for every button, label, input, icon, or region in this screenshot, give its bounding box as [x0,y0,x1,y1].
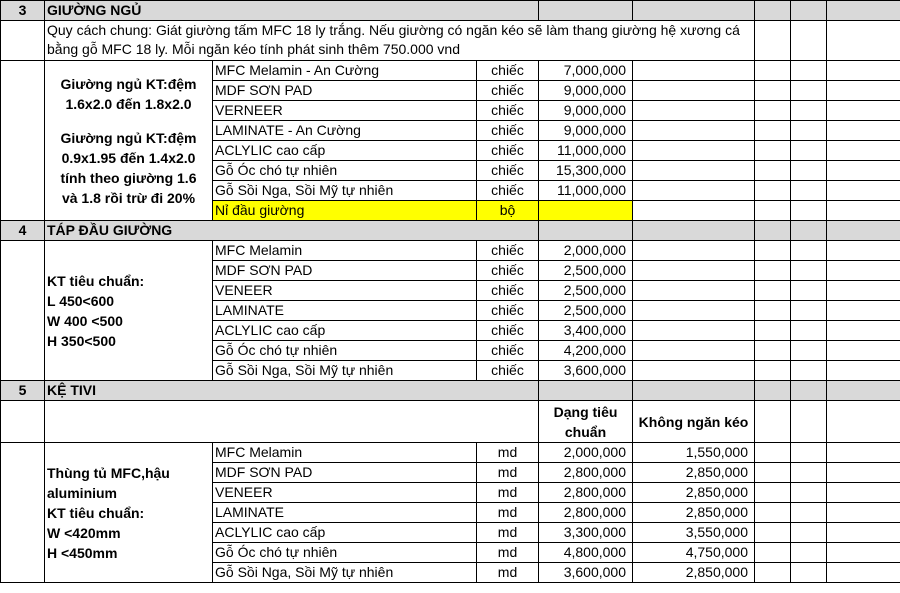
price-no-drawer-cell[interactable]: 2,850,000 [633,503,755,523]
price-cell[interactable]: 7,000,000 [539,61,633,81]
unit-cell[interactable]: md [477,523,539,543]
material-cell[interactable]: MFC Melamin [213,443,477,463]
price-cell-highlighted[interactable] [539,201,633,221]
price-cell[interactable]: 2,000,000 [539,443,633,463]
column-header-standard[interactable]: Dạng tiêu chuẩn [539,401,633,443]
unit-cell[interactable]: chiếc [477,321,539,341]
price-cell[interactable]: 4,200,000 [539,341,633,361]
section-header [1,221,900,241]
material-cell[interactable]: Gỗ Óc chó tự nhiên [213,341,477,361]
price-no-drawer-cell[interactable]: 2,850,000 [633,463,755,483]
price-no-drawer-cell[interactable]: 4,750,000 [633,543,755,563]
section-number[interactable]: 3 [1,1,45,21]
material-cell[interactable]: ACLYLIC cao cấp [213,523,477,543]
unit-cell[interactable]: md [477,483,539,503]
price-cell[interactable]: 2,500,000 [539,281,633,301]
unit-cell[interactable]: md [477,443,539,463]
price-no-drawer-cell[interactable]: 2,850,000 [633,483,755,503]
section-title[interactable]: KỆ TIVI [45,381,539,401]
unit-cell[interactable]: chiếc [477,241,539,261]
column-header-no-drawer[interactable]: Không ngăn kéo [633,401,755,443]
unit-cell[interactable]: chiếc [477,101,539,121]
unit-cell[interactable]: chiếc [477,281,539,301]
material-cell[interactable]: VENEER [213,281,477,301]
price-cell[interactable]: 11,000,000 [539,181,633,201]
section-header [1,1,900,21]
unit-cell[interactable]: chiếc [477,61,539,81]
material-cell[interactable]: Gỗ Sồi Nga, Sồi Mỹ tự nhiên [213,361,477,381]
unit-cell[interactable]: md [477,463,539,483]
table-row [1,241,900,261]
material-cell-highlighted[interactable]: Nỉ đầu giường [213,201,477,221]
material-cell[interactable]: MFC Melamin - An Cường [213,61,477,81]
price-cell[interactable]: 2,800,000 [539,503,633,523]
unit-cell[interactable]: chiếc [477,341,539,361]
unit-cell[interactable]: chiếc [477,121,539,141]
price-cell[interactable]: 2,800,000 [539,483,633,503]
material-cell[interactable]: LAMINATE [213,503,477,523]
material-cell[interactable]: MFC Melamin [213,241,477,261]
material-cell[interactable]: ACLYLIC cao cấp [213,141,477,161]
material-cell[interactable]: MDF SƠN PAD [213,81,477,101]
table-row [1,61,900,81]
price-cell[interactable]: 2,500,000 [539,301,633,321]
price-cell[interactable]: 9,000,000 [539,81,633,101]
material-cell[interactable]: ACLYLIC cao cấp [213,321,477,341]
price-cell[interactable]: 9,000,000 [539,121,633,141]
price-cell[interactable]: 3,600,000 [539,361,633,381]
material-cell[interactable]: MDF SƠN PAD [213,463,477,483]
unit-cell[interactable]: md [477,503,539,523]
unit-cell[interactable]: chiếc [477,181,539,201]
unit-cell[interactable]: chiếc [477,261,539,281]
price-cell[interactable]: 2,500,000 [539,261,633,281]
tv-shelf-size-label[interactable]: Thùng tủ MFC,hậu aluminium KT tiêu chuẩn: W <420mm H <450mm [45,443,213,583]
material-cell[interactable]: Gỗ Sồi Nga, Sồi Mỹ tự nhiên [213,563,477,583]
unit-cell[interactable]: chiếc [477,141,539,161]
price-cell[interactable]: 11,000,000 [539,141,633,161]
material-cell[interactable]: Gỗ Óc chó tự nhiên [213,543,477,563]
material-cell[interactable]: Gỗ Óc chó tự nhiên [213,161,477,181]
price-cell[interactable]: 3,600,000 [539,563,633,583]
price-cell[interactable]: 15,300,000 [539,161,633,181]
unit-cell[interactable]: chiếc [477,301,539,321]
section-title[interactable]: TÁP ĐẦU GIƯỜNG [45,221,539,241]
price-cell[interactable]: 4,800,000 [539,543,633,563]
material-cell[interactable]: VERNEER [213,101,477,121]
price-no-drawer-cell[interactable]: 1,550,000 [633,443,755,463]
material-cell[interactable]: VENEER [213,483,477,503]
section-header [1,381,900,401]
price-cell[interactable]: 9,000,000 [539,101,633,121]
section-number[interactable]: 5 [1,381,45,401]
material-cell[interactable]: Gỗ Sồi Nga, Sồi Mỹ tự nhiên [213,181,477,201]
column-header-row [1,401,900,443]
price-no-drawer-cell[interactable]: 3,550,000 [633,523,755,543]
material-cell[interactable]: MDF SƠN PAD [213,261,477,281]
unit-cell-highlighted[interactable]: bộ [477,201,539,221]
material-cell[interactable]: LAMINATE - An Cường [213,121,477,141]
unit-cell[interactable]: chiếc [477,81,539,101]
unit-cell[interactable]: md [477,563,539,583]
nightstand-size-label[interactable]: KT tiêu chuẩn: L 450<600 W 400 <500 H 350<500 [45,241,213,381]
price-cell[interactable]: 3,400,000 [539,321,633,341]
material-cell[interactable]: LAMINATE [213,301,477,321]
unit-cell[interactable]: md [477,543,539,563]
unit-cell[interactable]: chiếc [477,361,539,381]
price-cell[interactable]: 3,300,000 [539,523,633,543]
price-no-drawer-cell[interactable]: 2,850,000 [633,563,755,583]
price-cell[interactable]: 2,000,000 [539,241,633,261]
general-spec-note[interactable]: Quy cách chung: Giát giường tấm MFC 18 ly trắng. Nếu giường có ngăn kéo sẽ làm thang giường hệ xương cá bằng gỗ MFC 18 ly. Mỗi ngăn kéo tính phát sinh thêm 750.000 vnd [45,21,755,61]
table-row [1,443,900,463]
bed-size-label[interactable]: Giường ngủ KT:đệm 1.6x2.0 đến 1.8x2.0 Giường ngủ KT:đệm 0.9x1.95 đến 1.4x2.0 tính theo giường 1.6 và 1.8 rồi trừ đi 20% [45,61,213,221]
section-number[interactable]: 4 [1,221,45,241]
price-cell[interactable]: 2,800,000 [539,463,633,483]
section-title[interactable]: GIƯỜNG NGỦ [45,1,539,21]
unit-cell[interactable]: chiếc [477,161,539,181]
